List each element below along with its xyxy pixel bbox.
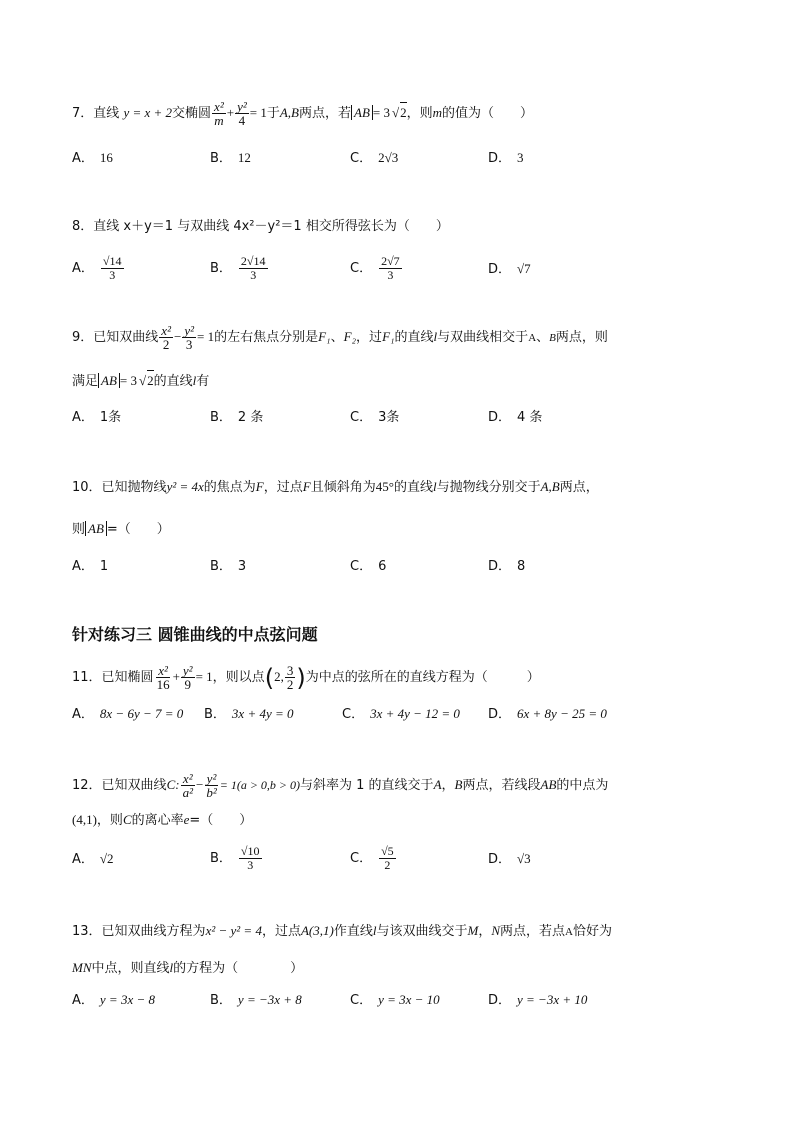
q10-text: 的直线 bbox=[393, 480, 433, 495]
question-12-line-2 bbox=[72, 810, 734, 831]
option-value: 16 bbox=[99, 150, 113, 165]
q10-text: 的焦点为 bbox=[203, 480, 256, 495]
q7-eq-one: = 1 bbox=[249, 105, 267, 120]
q12-text: 的离心率 bbox=[131, 813, 184, 828]
option-value: y = 3x − 8 bbox=[99, 992, 155, 1007]
option-fraction bbox=[239, 255, 268, 282]
q12-option-a[interactable] bbox=[72, 842, 114, 877]
option-value: 3x + 4y = 0 bbox=[231, 706, 294, 721]
q7-option-c[interactable] bbox=[350, 147, 398, 170]
option-value: 8 bbox=[517, 559, 526, 574]
q9-f2: F₂ bbox=[343, 329, 357, 344]
q12-text: 的中点为 bbox=[556, 778, 609, 793]
question-10 bbox=[72, 477, 734, 498]
option-label: D． bbox=[488, 559, 512, 574]
q11-eq-one: = 1 bbox=[195, 669, 213, 684]
option-value: y = 3x − 10 bbox=[378, 992, 440, 1007]
q11-option-b[interactable] bbox=[204, 703, 294, 726]
frac-den: 3 bbox=[109, 268, 116, 282]
option-label: A． bbox=[72, 852, 94, 867]
option-label: D． bbox=[488, 262, 512, 277]
option-label: C． bbox=[350, 151, 373, 166]
q12-segment-ab: AB bbox=[540, 777, 557, 792]
q10-option-d[interactable] bbox=[488, 556, 525, 578]
q12-minus: − bbox=[195, 777, 204, 792]
q7-text: 交椭圆 bbox=[172, 106, 212, 121]
q12-midpoint: (4,1) bbox=[72, 812, 97, 827]
q9-abs-ab: AB bbox=[98, 373, 120, 388]
option-fraction bbox=[101, 255, 124, 282]
q7-radical: √ 2 bbox=[400, 102, 407, 123]
q9-fraction-a bbox=[159, 324, 173, 351]
frac-num: y² bbox=[182, 663, 193, 678]
q12-number: 12． bbox=[72, 778, 102, 793]
q12-point-b: B bbox=[454, 777, 463, 792]
q9-eq-val: = 3 bbox=[119, 373, 137, 388]
option-label: B． bbox=[204, 707, 226, 722]
q13-option-b[interactable] bbox=[210, 989, 302, 1012]
option-value: √7 bbox=[517, 261, 531, 276]
option-label: B． bbox=[210, 993, 232, 1008]
q12-text: 与斜率为 1 的直线交于 bbox=[300, 778, 434, 793]
q11-number: 11． bbox=[72, 670, 102, 685]
q11-text: 已知椭圆 bbox=[101, 670, 154, 685]
frac-den: 2 bbox=[162, 337, 170, 352]
option-label: B． bbox=[210, 261, 232, 276]
option-label: D． bbox=[488, 151, 512, 166]
q9-text: 的左右焦点分别是 bbox=[214, 330, 319, 345]
q8-option-a[interactable] bbox=[72, 252, 125, 286]
q9-text: 的直线 bbox=[153, 374, 193, 389]
option-label: A． bbox=[72, 151, 94, 166]
q13-hyperbola-equation: x² − y² = 4 bbox=[205, 923, 262, 938]
q8-option-d[interactable] bbox=[488, 252, 531, 287]
q13-number: 13． bbox=[72, 924, 102, 939]
frac-num: x² bbox=[158, 663, 168, 678]
q10-focus-f: F bbox=[255, 479, 264, 494]
option-label: C． bbox=[350, 410, 373, 425]
option-label: A． bbox=[72, 410, 94, 425]
option-value: 3 bbox=[517, 150, 524, 165]
q12-text: =（ ） bbox=[189, 813, 253, 828]
frac-num: x² bbox=[182, 771, 193, 786]
q7-number: 7． bbox=[72, 106, 94, 121]
frac-num: 3 bbox=[286, 663, 294, 678]
q8-options bbox=[72, 252, 732, 286]
q12-condition: = 1(a > 0,b > 0) bbox=[219, 778, 301, 792]
option-value: √3 bbox=[517, 851, 531, 866]
option-label: B． bbox=[210, 851, 232, 866]
q13-segment-mn: MN bbox=[72, 960, 92, 975]
question-9-line-2 bbox=[72, 370, 734, 392]
frac-num: √10 bbox=[240, 844, 260, 858]
frac-num: √5 bbox=[381, 844, 394, 858]
q11-option-c[interactable] bbox=[342, 703, 460, 726]
frac-num: x² bbox=[161, 323, 171, 338]
q10-options bbox=[72, 556, 732, 578]
q13-text: ，过点 bbox=[261, 924, 301, 939]
option-label: C． bbox=[350, 261, 373, 276]
q9-number: 9． bbox=[72, 330, 94, 345]
q11-point-x: 2, bbox=[274, 669, 284, 684]
q9-line-l: l bbox=[192, 373, 197, 388]
q7-fraction-a bbox=[212, 100, 226, 127]
q10-text: =（ ） bbox=[106, 522, 170, 537]
option-value: 6x + 8y − 25 = 0 bbox=[517, 706, 607, 721]
q7-text: 两点，若 bbox=[298, 106, 351, 121]
q7-fraction-b bbox=[235, 100, 249, 127]
q12-option-d[interactable] bbox=[488, 842, 531, 877]
q11-option-d[interactable] bbox=[488, 703, 607, 726]
option-fraction bbox=[379, 255, 402, 282]
option-label: B． bbox=[210, 151, 232, 166]
frac-den: 3 bbox=[387, 268, 394, 282]
option-label: C． bbox=[350, 993, 373, 1008]
q9-text: 两点，则 bbox=[555, 330, 608, 345]
option-value: 3x + 4y − 12 = 0 bbox=[370, 706, 460, 721]
option-value: 8x − 6y − 7 = 0 bbox=[99, 706, 184, 721]
option-label: C． bbox=[342, 707, 365, 722]
section-heading: 针对练习三 圆锥曲线的中点弦问题 bbox=[72, 625, 318, 644]
q13-line-l: l bbox=[372, 923, 377, 938]
q13-options bbox=[72, 989, 732, 1011]
frac-den: 2 bbox=[384, 858, 391, 872]
q8-option-c[interactable] bbox=[350, 252, 403, 286]
frac-den: 3 bbox=[250, 268, 257, 282]
q9-text: 有 bbox=[196, 374, 210, 389]
q9-text: 满足 bbox=[72, 374, 99, 389]
q10-text: 两点， bbox=[559, 480, 599, 495]
option-label: A． bbox=[72, 261, 94, 276]
q12-eccentricity-e: e bbox=[183, 812, 190, 827]
frac-den: a² bbox=[182, 785, 193, 800]
q11-options bbox=[72, 703, 732, 725]
q7-variable-m: m bbox=[432, 105, 443, 120]
q9-point-a: A bbox=[528, 332, 537, 344]
question-7 bbox=[72, 100, 734, 127]
q10-option-a[interactable] bbox=[72, 556, 108, 578]
q12-point-a: A bbox=[433, 777, 442, 792]
frac-num: y² bbox=[206, 771, 217, 786]
q11-text: 为中点的弦所在的直线方程为（ ） bbox=[305, 670, 540, 685]
frac-den: 3 bbox=[185, 337, 193, 352]
q11-fraction-a bbox=[155, 664, 172, 691]
option-value: √2 bbox=[99, 851, 114, 866]
q13-text: ， bbox=[478, 924, 492, 939]
q7-option-a[interactable] bbox=[72, 147, 113, 170]
q13-point-a-label: A bbox=[565, 926, 573, 938]
frac-num: y² bbox=[184, 323, 194, 338]
option-value: y = −3x + 10 bbox=[517, 992, 588, 1007]
q8-text: 直线 x＋y＝1 与双曲线 4x²－y²＝1 相交所得弦长为（ ） bbox=[93, 219, 449, 234]
frac-den: b² bbox=[206, 785, 217, 800]
q9-f1: F₁ bbox=[382, 329, 395, 344]
q10-option-b[interactable] bbox=[210, 556, 246, 578]
q12-curve-c: C bbox=[122, 812, 132, 827]
option-value: 1条 bbox=[99, 410, 122, 425]
q11-point-fraction bbox=[285, 664, 296, 691]
option-label: A． bbox=[72, 707, 94, 722]
option-value: 2√3 bbox=[378, 150, 399, 165]
q12-fraction-b bbox=[204, 772, 218, 799]
q10-text: ，过点 bbox=[263, 480, 303, 495]
option-value: y = −3x + 8 bbox=[237, 992, 302, 1007]
q13-text: 作直线 bbox=[333, 924, 373, 939]
question-9 bbox=[72, 324, 734, 351]
q9-option-b[interactable] bbox=[210, 407, 263, 429]
q7-points: A,B bbox=[279, 105, 299, 120]
frac-den: 2 bbox=[286, 677, 294, 692]
q7-text: 直线 bbox=[93, 106, 120, 121]
option-label: D． bbox=[488, 707, 512, 722]
frac-den: 3 bbox=[247, 858, 254, 872]
option-value: 1 bbox=[99, 559, 109, 574]
q13-option-d[interactable] bbox=[488, 989, 587, 1012]
option-label: C． bbox=[350, 559, 373, 574]
option-fraction bbox=[379, 845, 396, 872]
q13-text: 与该双曲线交于 bbox=[376, 924, 468, 939]
option-label: D． bbox=[488, 410, 512, 425]
q10-text: 已知抛物线 bbox=[101, 480, 167, 495]
q10-angle: 45° bbox=[375, 479, 394, 494]
q9-sep: 、 bbox=[536, 330, 550, 345]
q7-line-equation: y = x + 2 bbox=[123, 105, 173, 120]
option-label: A． bbox=[72, 559, 94, 574]
q13-text: 中点，则直线 bbox=[91, 961, 170, 976]
frac-num: 2√14 bbox=[240, 254, 266, 268]
q10-parabola-equation: y² = 4x bbox=[166, 479, 204, 494]
q10-number: 10． bbox=[72, 480, 102, 495]
question-13-line-2 bbox=[72, 958, 734, 979]
option-value: 12 bbox=[237, 150, 251, 165]
q7-frac-b-num: y² bbox=[237, 99, 247, 114]
q7-plus: + bbox=[226, 105, 235, 120]
q7-option-b[interactable] bbox=[210, 147, 251, 170]
q9-sep: 、 bbox=[330, 330, 344, 345]
frac-den: 16 bbox=[156, 677, 170, 692]
q10-points: A,B bbox=[540, 479, 560, 494]
q12-options bbox=[72, 842, 732, 876]
q9-options bbox=[72, 407, 732, 429]
frac-den: 9 bbox=[184, 677, 191, 692]
question-12 bbox=[72, 772, 734, 799]
q11-text: ，则以点 bbox=[212, 670, 265, 685]
option-label: D． bbox=[488, 993, 512, 1008]
q13-point-a: A(3,1) bbox=[300, 923, 334, 938]
q7-frac-b-den: 4 bbox=[238, 113, 246, 128]
question-10-line-2 bbox=[72, 519, 734, 540]
q11-option-a[interactable] bbox=[72, 703, 183, 726]
option-label: C． bbox=[350, 851, 373, 866]
q11-right-paren: ) bbox=[296, 663, 306, 692]
q12-fraction-a bbox=[181, 772, 195, 799]
q11-plus: + bbox=[172, 669, 180, 684]
question-11 bbox=[72, 664, 734, 691]
q11-fraction-b bbox=[181, 664, 195, 691]
q8-option-b[interactable] bbox=[210, 252, 269, 286]
q13-text: 恰好为 bbox=[572, 924, 612, 939]
q7-options bbox=[72, 147, 732, 169]
q9-text: 已知双曲线 bbox=[93, 330, 159, 345]
q9-fraction-b bbox=[182, 324, 196, 351]
option-value: 6 bbox=[378, 559, 387, 574]
option-fraction bbox=[239, 845, 262, 872]
q11-left-paren: ( bbox=[264, 663, 275, 692]
question-13 bbox=[72, 921, 734, 942]
q7-abs-ab: AB bbox=[351, 105, 373, 120]
q9-option-c[interactable] bbox=[350, 407, 399, 429]
option-value: 3条 bbox=[378, 410, 400, 425]
q9-text: ，过 bbox=[356, 330, 383, 345]
q10-line-l: l bbox=[432, 479, 437, 494]
q7-text: ，则 bbox=[406, 106, 433, 121]
q12-text: ，则 bbox=[96, 813, 123, 828]
q7-text: 的值为（ ） bbox=[442, 106, 534, 121]
q9-point-b: B bbox=[549, 332, 556, 344]
q9-line-l: l bbox=[433, 329, 438, 344]
q12-option-c[interactable] bbox=[350, 842, 397, 876]
option-label: D． bbox=[488, 852, 512, 867]
q10-focus-f: F bbox=[302, 479, 311, 494]
q10-abs-ab: AB bbox=[85, 521, 107, 536]
q9-f1: F₁ bbox=[318, 329, 331, 344]
q12-text: ， bbox=[441, 778, 455, 793]
q9-minus: − bbox=[173, 329, 182, 344]
q13-point-m: M bbox=[467, 923, 479, 938]
q12-option-b[interactable] bbox=[210, 842, 263, 876]
q9-radical: √ 2 bbox=[147, 370, 154, 391]
q13-option-c[interactable] bbox=[350, 989, 440, 1012]
q10-text: 且倾斜角为 bbox=[310, 480, 376, 495]
frac-num: 2√7 bbox=[381, 254, 400, 268]
q7-eq-val: = 3 bbox=[372, 105, 390, 120]
q9-text: 与双曲线相交于 bbox=[437, 330, 529, 345]
q10-text: 与抛物线分别交于 bbox=[436, 480, 541, 495]
q13-text: 两点，若点 bbox=[500, 924, 566, 939]
q7-frac-a-den: m bbox=[214, 113, 224, 128]
q9-text: 的直线 bbox=[394, 330, 434, 345]
q13-text: 已知双曲线方程为 bbox=[101, 924, 206, 939]
q13-point-n: N bbox=[491, 923, 501, 938]
q12-curve-c: C: bbox=[166, 777, 180, 792]
q7-option-d[interactable] bbox=[488, 147, 524, 170]
question-8 bbox=[72, 217, 734, 237]
option-label: B． bbox=[210, 559, 232, 574]
q7-frac-a-num: x² bbox=[214, 99, 224, 114]
q12-text: 两点，若线段 bbox=[462, 778, 541, 793]
q13-line-l: l bbox=[169, 960, 174, 975]
q12-text: 已知双曲线 bbox=[101, 778, 167, 793]
option-value: 2 条 bbox=[237, 410, 264, 425]
option-value: 4 条 bbox=[517, 410, 543, 425]
q10-text: 则 bbox=[72, 522, 86, 537]
q9-option-d[interactable] bbox=[488, 407, 542, 429]
frac-num: √14 bbox=[102, 254, 122, 268]
q10-option-c[interactable] bbox=[350, 556, 386, 578]
q9-option-a[interactable] bbox=[72, 407, 121, 429]
option-value: 3 bbox=[237, 559, 247, 574]
option-label: B． bbox=[210, 410, 232, 425]
q13-text: 的方程为（ ） bbox=[173, 961, 304, 976]
q9-eq-one: = 1 bbox=[196, 329, 215, 344]
q7-text: 于 bbox=[266, 106, 280, 121]
option-label: A． bbox=[72, 993, 94, 1008]
q13-option-a[interactable] bbox=[72, 989, 155, 1012]
q8-number: 8． bbox=[72, 219, 94, 234]
